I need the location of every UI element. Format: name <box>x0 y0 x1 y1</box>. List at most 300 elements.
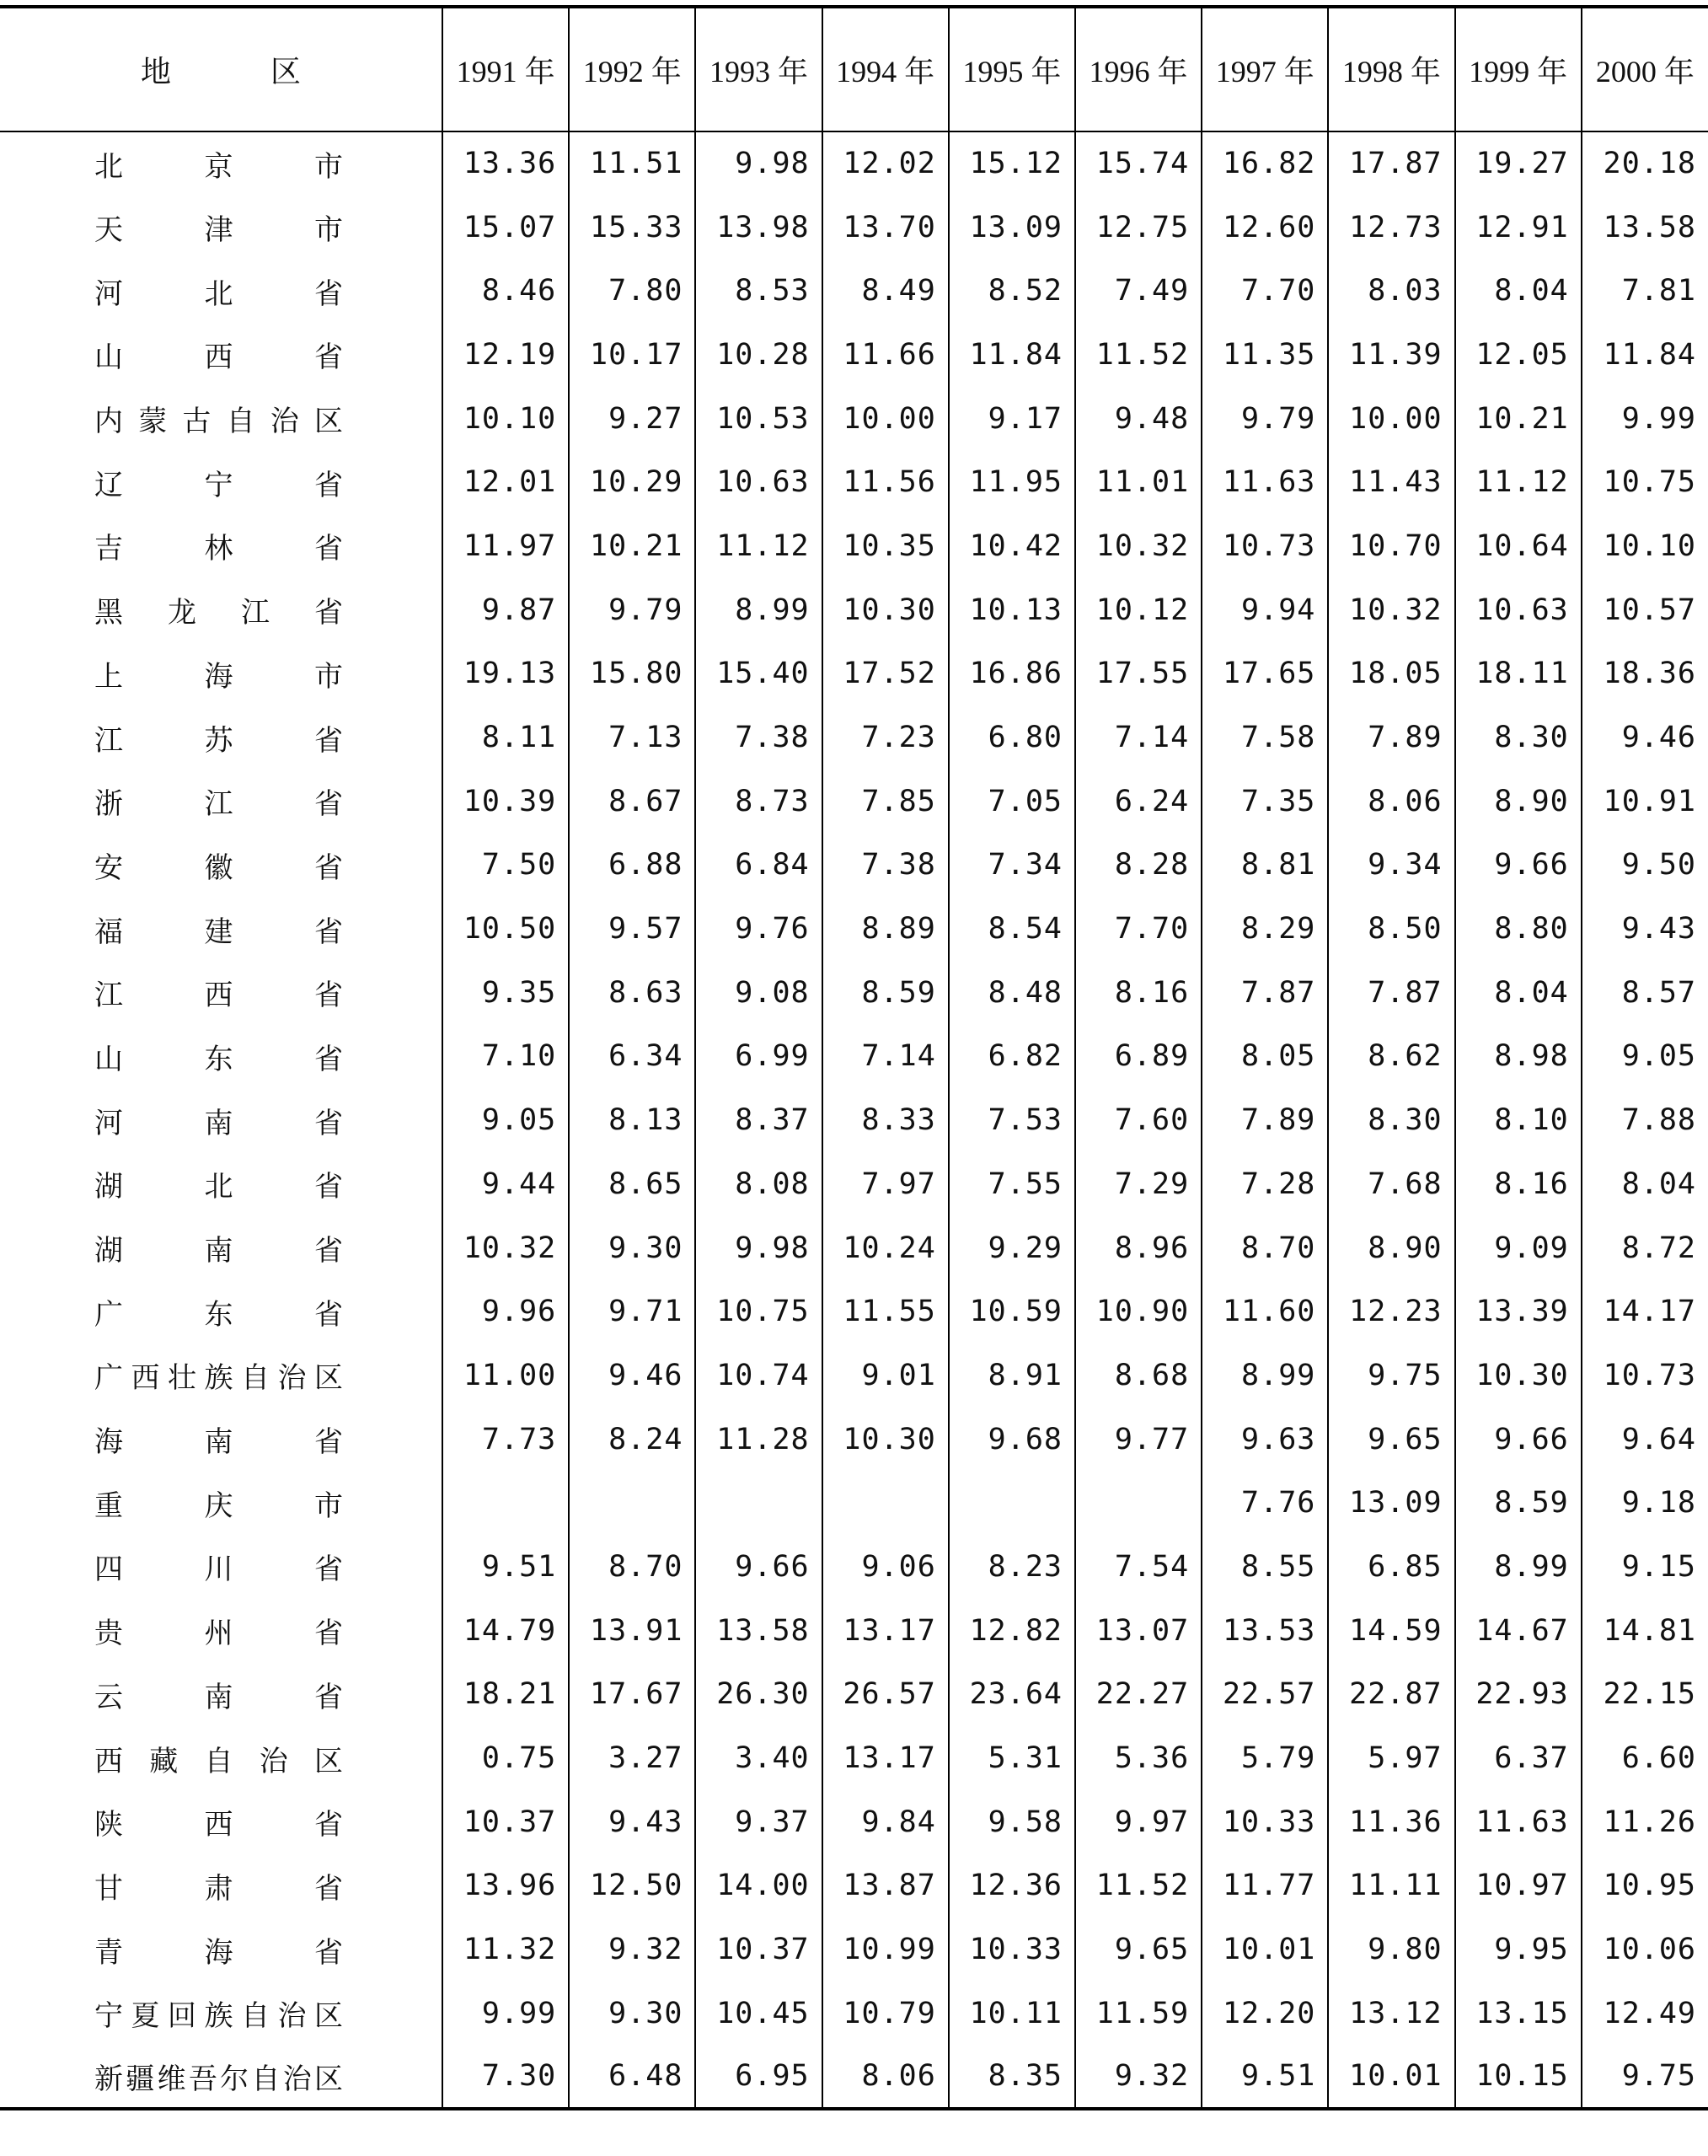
value-cell: 7.70 <box>1075 897 1202 961</box>
value-cell: 10.24 <box>822 1216 949 1280</box>
value-cell: 6.88 <box>569 834 695 898</box>
value-cell: 8.70 <box>1202 1216 1328 1280</box>
value-cell: 7.76 <box>1202 1471 1328 1535</box>
value-cell: 9.18 <box>1582 1471 1708 1535</box>
region-name-char: 西 <box>204 979 233 1013</box>
table-row <box>0 2046 1708 2110</box>
value-cell: 13.09 <box>949 196 1075 260</box>
value-cell <box>695 1471 822 1535</box>
value-cell: 12.02 <box>822 131 949 196</box>
value-cell: 7.05 <box>949 770 1075 834</box>
region-name-char: 甘 <box>94 1871 123 1906</box>
region-cell <box>0 450 442 514</box>
value-cell: 3.27 <box>569 1726 695 1790</box>
value-cell: 9.68 <box>949 1408 1075 1472</box>
value-cell: 8.10 <box>1455 1088 1582 1152</box>
region-cell <box>0 1471 442 1535</box>
value-cell: 9.71 <box>569 1279 695 1343</box>
value-cell: 10.15 <box>1455 2046 1582 2110</box>
value-cell: 8.80 <box>1455 897 1582 961</box>
region-name-char: 海 <box>204 1935 233 1970</box>
region-name-char: 广 <box>94 1297 123 1332</box>
value-cell: 6.34 <box>569 1025 695 1089</box>
region-cell <box>0 1152 442 1216</box>
region-name-char: 西 <box>94 1744 123 1778</box>
value-cell: 11.55 <box>822 1279 949 1343</box>
value-cell: 6.37 <box>1455 1726 1582 1790</box>
region-name-char: 四 <box>94 1553 123 1587</box>
value-cell: 11.84 <box>1582 323 1708 387</box>
value-cell: 9.75 <box>1328 1343 1454 1408</box>
value-cell: 10.10 <box>442 387 569 451</box>
value-cell: 9.44 <box>442 1152 569 1216</box>
region-name-char: 上 <box>94 659 123 694</box>
region-column-header <box>0 7 442 131</box>
value-cell: 11.00 <box>442 1343 569 1408</box>
region-name-char: 东 <box>204 1297 233 1332</box>
region-name <box>94 398 343 439</box>
value-cell: 12.20 <box>1202 1982 1328 2046</box>
region-name-char: 广 <box>94 1361 123 1396</box>
value-cell: 6.95 <box>695 2046 822 2110</box>
value-cell: 11.11 <box>1328 1854 1454 1918</box>
region-cell <box>0 323 442 387</box>
table-row <box>0 450 1708 514</box>
value-cell: 9.87 <box>442 578 569 642</box>
value-cell: 13.96 <box>442 1854 569 1918</box>
value-cell: 8.89 <box>822 897 949 961</box>
region-header-label <box>141 48 301 91</box>
table-row <box>0 770 1708 834</box>
value-cell: 10.74 <box>695 1343 822 1408</box>
value-cell <box>442 1471 569 1535</box>
value-cell: 18.11 <box>1455 642 1582 706</box>
region-name-char: 云 <box>94 1680 123 1714</box>
value-cell: 9.01 <box>822 1343 949 1408</box>
value-cell: 11.63 <box>1202 450 1328 514</box>
value-cell: 10.70 <box>1328 514 1454 578</box>
region-name <box>94 1738 343 1779</box>
value-cell: 8.49 <box>822 259 949 323</box>
region-name-char: 市 <box>314 1488 343 1523</box>
value-cell: 10.37 <box>695 1917 822 1982</box>
region-cell <box>0 259 442 323</box>
value-cell: 15.80 <box>569 642 695 706</box>
value-cell: 7.97 <box>822 1152 949 1216</box>
region-name-char: 治 <box>282 2062 312 2096</box>
region-name-char: 省 <box>314 1935 343 1970</box>
region-cell <box>0 642 442 706</box>
value-cell: 8.81 <box>1202 834 1328 898</box>
value-cell: 7.34 <box>949 834 1075 898</box>
value-cell: 26.57 <box>822 1663 949 1727</box>
value-cell: 13.53 <box>1202 1599 1328 1663</box>
value-cell: 12.19 <box>442 323 569 387</box>
value-cell: 9.30 <box>569 1982 695 2046</box>
value-cell: 9.43 <box>569 1790 695 1854</box>
value-cell: 7.10 <box>442 1025 569 1089</box>
value-cell: 7.87 <box>1328 961 1454 1025</box>
value-cell: 18.05 <box>1328 642 1454 706</box>
value-cell: 9.98 <box>695 131 822 196</box>
value-cell: 8.28 <box>1075 834 1202 898</box>
region-name-char: 山 <box>94 341 123 375</box>
value-cell: 7.13 <box>569 705 695 770</box>
region-name-char: 族 <box>204 1361 233 1396</box>
region-name-char: 海 <box>94 1425 123 1460</box>
value-cell: 9.05 <box>442 1088 569 1152</box>
region-name-char: 省 <box>314 341 343 375</box>
region-name-char: 津 <box>204 213 233 248</box>
value-cell: 12.75 <box>1075 196 1202 260</box>
value-cell: 8.67 <box>569 770 695 834</box>
value-cell: 9.37 <box>695 1790 822 1854</box>
value-cell: 10.45 <box>695 1982 822 2046</box>
value-cell: 8.11 <box>442 705 569 770</box>
year-header-0: 1991 年 <box>442 7 569 131</box>
value-cell: 11.63 <box>1455 1790 1582 1854</box>
value-cell: 15.12 <box>949 131 1075 196</box>
value-cell: 10.33 <box>949 1917 1075 1982</box>
table-row <box>0 1726 1708 1790</box>
region-name-char: 江 <box>94 723 123 758</box>
value-cell: 6.85 <box>1328 1535 1454 1599</box>
region-name <box>94 909 343 950</box>
value-cell: 11.95 <box>949 450 1075 514</box>
value-cell: 11.12 <box>1455 450 1582 514</box>
value-cell: 7.60 <box>1075 1088 1202 1152</box>
table-row <box>0 1599 1708 1663</box>
region-cell <box>0 387 442 451</box>
region-name-char: 市 <box>314 659 343 694</box>
value-cell: 12.01 <box>442 450 569 514</box>
value-cell: 9.99 <box>1582 387 1708 451</box>
region-cell <box>0 1790 442 1854</box>
table-row <box>0 1088 1708 1152</box>
value-cell: 11.60 <box>1202 1279 1328 1343</box>
value-cell: 11.26 <box>1582 1790 1708 1854</box>
value-cell: 11.35 <box>1202 323 1328 387</box>
region-name <box>94 334 343 375</box>
table-row <box>0 897 1708 961</box>
value-cell: 6.89 <box>1075 1025 1202 1089</box>
value-cell: 9.32 <box>569 1917 695 1982</box>
region-name-char: 省 <box>314 596 343 630</box>
region-name <box>94 972 343 1013</box>
region-name-char: 海 <box>204 659 233 694</box>
table-body <box>0 131 1708 2109</box>
value-cell: 9.77 <box>1075 1408 1202 1472</box>
value-cell: 13.39 <box>1455 1279 1582 1343</box>
table-row <box>0 961 1708 1025</box>
value-cell: 10.99 <box>822 1917 949 1982</box>
region-cell <box>0 1854 442 1918</box>
region-name-char: 藏 <box>149 1744 179 1778</box>
value-cell: 7.89 <box>1202 1088 1328 1152</box>
table-row <box>0 1025 1708 1089</box>
region-name-char: 南 <box>204 1234 233 1268</box>
value-cell: 10.75 <box>1582 450 1708 514</box>
value-cell: 6.24 <box>1075 770 1202 834</box>
value-cell: 12.05 <box>1455 323 1582 387</box>
value-cell: 8.70 <box>569 1535 695 1599</box>
value-cell: 19.27 <box>1455 131 1582 196</box>
value-cell: 22.93 <box>1455 1663 1582 1727</box>
value-cell: 10.64 <box>1455 514 1582 578</box>
region-cell <box>0 1279 442 1343</box>
region-name-char: 龙 <box>168 596 196 630</box>
value-cell: 10.73 <box>1582 1343 1708 1408</box>
region-name-char: 省 <box>314 1871 343 1906</box>
table-row <box>0 1663 1708 1727</box>
value-cell: 9.66 <box>695 1535 822 1599</box>
value-cell: 9.63 <box>1202 1408 1328 1472</box>
value-cell: 10.37 <box>442 1790 569 1854</box>
value-cell: 7.38 <box>695 705 822 770</box>
region-name-char: 西 <box>204 341 233 375</box>
value-cell: 9.05 <box>1582 1025 1708 1089</box>
region-name-char: 北 <box>94 149 123 184</box>
table-row <box>0 196 1708 260</box>
region-name-char: 省 <box>314 276 343 311</box>
value-cell: 7.55 <box>949 1152 1075 1216</box>
region-name-char: 河 <box>94 276 123 311</box>
value-cell: 10.90 <box>1075 1279 1202 1343</box>
value-cell: 10.42 <box>949 514 1075 578</box>
region-name-char: 湖 <box>94 1170 123 1204</box>
value-cell: 11.52 <box>1075 1854 1202 1918</box>
region-name-char: 南 <box>204 1680 233 1714</box>
value-cell: 14.59 <box>1328 1599 1454 1663</box>
value-cell: 9.57 <box>569 897 695 961</box>
value-cell: 15.33 <box>569 196 695 260</box>
value-cell: 11.36 <box>1328 1790 1454 1854</box>
value-cell: 9.76 <box>695 897 822 961</box>
value-cell: 11.59 <box>1075 1982 1202 2046</box>
value-cell: 0.75 <box>442 1726 569 1790</box>
region-name-char: 区 <box>314 1999 343 2034</box>
value-cell: 15.74 <box>1075 131 1202 196</box>
value-cell: 11.77 <box>1202 1854 1328 1918</box>
value-cell: 8.46 <box>442 259 569 323</box>
value-cell: 9.97 <box>1075 1790 1202 1854</box>
year-header-8: 1999 年 <box>1455 7 1582 131</box>
region-cell <box>0 1599 442 1663</box>
value-cell: 20.18 <box>1582 131 1708 196</box>
value-cell: 13.17 <box>822 1599 949 1663</box>
value-cell: 10.57 <box>1582 578 1708 642</box>
value-cell: 7.50 <box>442 834 569 898</box>
value-cell: 10.00 <box>822 387 949 451</box>
value-cell: 14.67 <box>1455 1599 1582 1663</box>
value-cell: 7.35 <box>1202 770 1328 834</box>
region-cell <box>0 961 442 1025</box>
value-cell: 9.09 <box>1455 1216 1582 1280</box>
value-cell: 5.31 <box>949 1726 1075 1790</box>
region-name-char: 宁 <box>94 1999 123 2034</box>
region-name-char: 重 <box>94 1488 123 1523</box>
region-name-char: 川 <box>204 1553 233 1587</box>
region-name-char: 辽 <box>94 468 123 502</box>
region-cell <box>0 1088 442 1152</box>
region-name-char: 安 <box>94 850 123 885</box>
value-cell: 6.60 <box>1582 1726 1708 1790</box>
value-cell: 12.49 <box>1582 1982 1708 2046</box>
region-name-char: 治 <box>270 405 299 439</box>
value-cell: 9.15 <box>1582 1535 1708 1599</box>
region-name-char: 省 <box>314 1170 343 1204</box>
value-cell: 9.80 <box>1328 1917 1454 1982</box>
value-cell: 9.34 <box>1328 834 1454 898</box>
value-cell: 10.30 <box>1455 1343 1582 1408</box>
value-cell: 12.60 <box>1202 196 1328 260</box>
region-cell <box>0 1535 442 1599</box>
value-cell: 13.17 <box>822 1726 949 1790</box>
region-name-char: 西 <box>131 1361 160 1396</box>
value-cell: 14.79 <box>442 1599 569 1663</box>
value-cell: 23.64 <box>949 1663 1075 1727</box>
region-name-char: 贵 <box>94 1617 123 1651</box>
value-cell: 10.75 <box>695 1279 822 1343</box>
value-cell: 9.66 <box>1455 834 1582 898</box>
value-cell: 22.57 <box>1202 1663 1328 1727</box>
value-cell: 8.57 <box>1582 961 1708 1025</box>
value-cell: 9.65 <box>1328 1408 1454 1472</box>
region-cell <box>0 770 442 834</box>
region-name-char: 古 <box>182 405 211 439</box>
value-cell: 9.64 <box>1582 1408 1708 1472</box>
value-cell: 7.14 <box>1075 705 1202 770</box>
value-cell: 7.73 <box>442 1408 569 1472</box>
value-cell: 7.23 <box>822 705 949 770</box>
value-cell: 11.97 <box>442 514 569 578</box>
region-cell <box>0 131 442 196</box>
table-row <box>0 323 1708 387</box>
value-cell: 8.23 <box>949 1535 1075 1599</box>
value-cell: 11.52 <box>1075 323 1202 387</box>
value-cell: 7.68 <box>1328 1152 1454 1216</box>
region-name-char: 省 <box>314 1680 343 1714</box>
value-cell: 9.79 <box>1202 387 1328 451</box>
region-name-char: 夏 <box>131 1999 160 2034</box>
value-cell: 8.53 <box>695 259 822 323</box>
value-cell: 10.63 <box>1455 578 1582 642</box>
region-name-char: 林 <box>204 532 233 566</box>
value-cell: 10.32 <box>1075 514 1202 578</box>
table-row <box>0 514 1708 578</box>
value-cell: 13.87 <box>822 1854 949 1918</box>
region-name-char: 黑 <box>94 596 123 630</box>
region-name-char: 省 <box>314 1106 343 1140</box>
table-row <box>0 259 1708 323</box>
region-name-char: 青 <box>94 1935 123 1970</box>
region-name-char: 苏 <box>204 723 233 758</box>
value-cell: 10.35 <box>822 514 949 578</box>
value-cell: 7.38 <box>822 834 949 898</box>
region-name-char: 治 <box>277 1361 307 1396</box>
value-cell: 11.28 <box>695 1408 822 1472</box>
region-name-char: 吉 <box>94 532 123 566</box>
value-cell: 10.32 <box>442 1216 569 1280</box>
region-name <box>94 1483 343 1524</box>
region-name-char: 疆 <box>126 2062 155 2096</box>
value-cell: 6.82 <box>949 1025 1075 1089</box>
region-name <box>94 1929 343 1971</box>
region-cell <box>0 1663 442 1727</box>
value-cell: 10.97 <box>1455 1854 1582 1918</box>
region-cell <box>0 1726 442 1790</box>
region-name <box>94 271 343 312</box>
region-name-char: 尔 <box>220 2062 249 2096</box>
region-name-char: 治 <box>259 1744 288 1778</box>
value-cell: 3.40 <box>695 1726 822 1790</box>
value-cell: 6.48 <box>569 2046 695 2110</box>
value-cell: 9.51 <box>1202 2046 1328 2110</box>
region-name-char: 省 <box>314 1553 343 1587</box>
value-cell: 9.50 <box>1582 834 1708 898</box>
region-name-char: 回 <box>168 1999 196 2034</box>
value-cell: 8.54 <box>949 897 1075 961</box>
value-cell: 9.06 <box>822 1535 949 1599</box>
value-cell: 8.59 <box>1455 1471 1582 1535</box>
value-cell: 8.06 <box>822 2046 949 2110</box>
value-cell: 14.81 <box>1582 1599 1708 1663</box>
value-cell: 9.66 <box>1455 1408 1582 1472</box>
region-name-char: 省 <box>314 787 343 822</box>
value-cell: 12.73 <box>1328 196 1454 260</box>
value-cell: 8.16 <box>1075 961 1202 1025</box>
value-cell: 8.52 <box>949 259 1075 323</box>
value-cell: 16.86 <box>949 642 1075 706</box>
region-name <box>94 845 343 886</box>
value-cell: 12.23 <box>1328 1279 1454 1343</box>
value-cell: 12.50 <box>569 1854 695 1918</box>
region-cell <box>0 196 442 260</box>
value-cell: 26.30 <box>695 1663 822 1727</box>
value-cell: 8.33 <box>822 1088 949 1152</box>
region-name <box>94 462 343 503</box>
region-name-char: 自 <box>204 1744 233 1778</box>
value-cell: 8.62 <box>1328 1025 1454 1089</box>
region-cell <box>0 1216 442 1280</box>
region-name-char: 河 <box>94 1106 123 1140</box>
value-cell: 10.59 <box>949 1279 1075 1343</box>
value-cell: 9.84 <box>822 1790 949 1854</box>
value-cell: 11.12 <box>695 514 822 578</box>
region-name-char: 吾 <box>188 2062 217 2096</box>
value-cell: 8.96 <box>1075 1216 1202 1280</box>
value-cell: 9.94 <box>1202 578 1328 642</box>
value-cell: 8.98 <box>1455 1025 1582 1089</box>
value-cell: 9.95 <box>1455 1917 1582 1982</box>
value-cell: 10.01 <box>1202 1917 1328 1982</box>
value-cell: 13.36 <box>442 131 569 196</box>
value-cell: 13.12 <box>1328 1982 1454 2046</box>
value-cell: 8.55 <box>1202 1535 1328 1599</box>
region-name-char: 区 <box>314 1361 343 1396</box>
table-row <box>0 387 1708 451</box>
region-name <box>94 1100 343 1141</box>
value-cell: 12.82 <box>949 1599 1075 1663</box>
value-cell: 7.85 <box>822 770 949 834</box>
region-name-char: 西 <box>204 1808 233 1842</box>
value-cell: 5.97 <box>1328 1726 1454 1790</box>
value-cell: 18.36 <box>1582 642 1708 706</box>
value-cell: 12.91 <box>1455 196 1582 260</box>
value-cell: 6.84 <box>695 834 822 898</box>
region-name <box>94 1992 343 2034</box>
value-cell: 8.04 <box>1455 961 1582 1025</box>
